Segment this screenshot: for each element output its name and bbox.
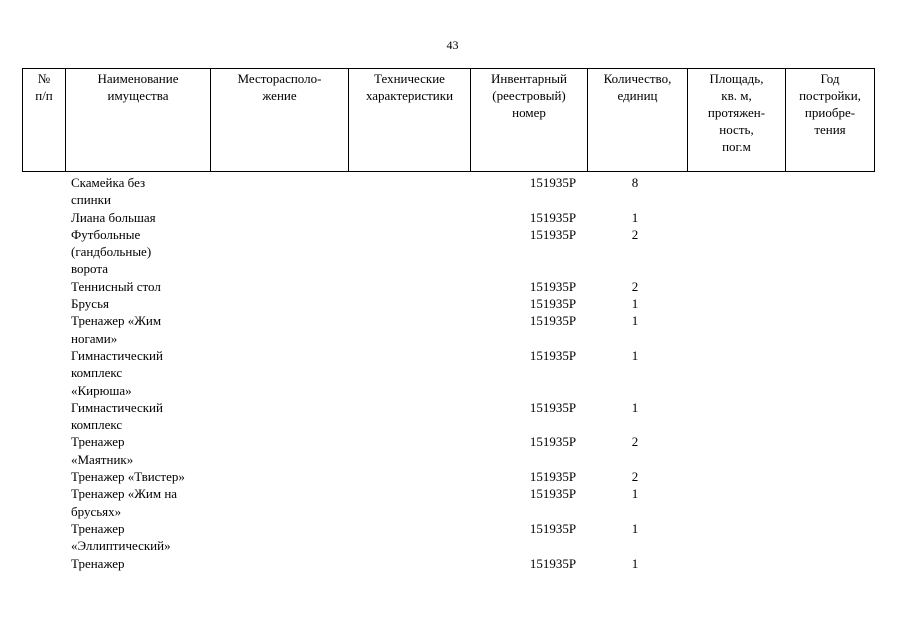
quantity-cell: 1 [631,209,639,225]
property-name-cell: Футбольные (гандбольные) ворота [71,226,152,277]
quantity-cell: 1 [631,399,639,415]
property-name-cell: Тренажер «Эллиптический» [71,520,171,554]
quantity-cell: 2 [631,226,639,242]
property-table [22,68,875,571]
quantity-cell: 1 [631,555,639,571]
inventory-number-cell: 151935Р [529,555,577,571]
inventory-number-cell: 151935Р [529,486,577,502]
quantity-cell: 1 [631,296,639,312]
inventory-number-cell: 151935Р [529,469,577,485]
table-row [22,312,875,347]
header-quantity: Количество, единиц [588,69,688,171]
property-name-cell: Лиана большая [71,209,156,225]
table-row [22,209,875,226]
table-row [22,468,875,485]
quantity-cell: 8 [631,175,639,190]
property-name-cell: Гимнастический комплекс [71,399,163,433]
inventory-number-cell: 151935Р [529,226,577,242]
table-row [22,278,875,295]
quantity-cell: 1 [631,347,639,363]
property-name-cell: Брусья [71,296,109,312]
inventory-number-cell: 151935Р [529,520,577,536]
table-row [22,295,875,312]
property-name-cell: Тренажер [71,555,125,571]
header-year: Год постройки, приобре- тения [799,71,861,137]
property-name-cell: Гимнастический комплекс «Кирюша» [71,347,163,398]
table-row [22,520,875,555]
quantity-cell: 1 [631,520,639,536]
inventory-number-cell: 151935Р [529,296,577,312]
property-name-cell: Тренажер «Жим на брусьях» [71,486,178,519]
page-number: 43 [446,38,459,52]
header-inventory-number: Инвентарный (реестровый) номер [471,69,588,171]
quantity-cell: 2 [631,469,639,485]
quantity-cell: 1 [631,313,639,329]
header-area: Площадь, кв. м, протяжен- ность, пог.м [688,69,786,171]
property-name-cell: Тренажер «Жим ногами» [71,313,162,346]
inventory-number-cell: 151935Р [529,209,577,225]
header-property-name: Наименование имущества [66,69,211,171]
property-name-cell: Теннисный стол [71,278,161,294]
table-row [22,433,875,468]
table-header [22,68,875,172]
property-name-cell: Скамейка без спинки [71,175,146,208]
property-name-cell: Тренажер «Твистер» [71,469,185,485]
table-row [22,347,875,399]
table-row [22,485,875,520]
inventory-number-cell: 151935Р [529,347,577,363]
table-row [22,399,875,434]
table-body [22,174,875,572]
inventory-number-cell: 151935Р [529,278,577,294]
inventory-number-cell: 151935Р [529,313,577,329]
inventory-number-cell: 151935Р [529,175,577,190]
quantity-cell: 1 [631,486,639,502]
inventory-number-cell: 151935Р [529,434,577,450]
property-name-cell: Тренажер «Маятник» [71,434,134,467]
header-number: № п/п [23,69,66,171]
table-row [22,174,875,209]
header-specs: Технические характеристики [349,69,471,171]
quantity-cell: 2 [631,278,639,294]
header-location: Месторасполо- жение [211,69,349,171]
table-row [22,226,875,278]
quantity-cell: 2 [631,434,639,450]
inventory-number-cell: 151935Р [529,399,577,415]
table-row [22,555,875,572]
